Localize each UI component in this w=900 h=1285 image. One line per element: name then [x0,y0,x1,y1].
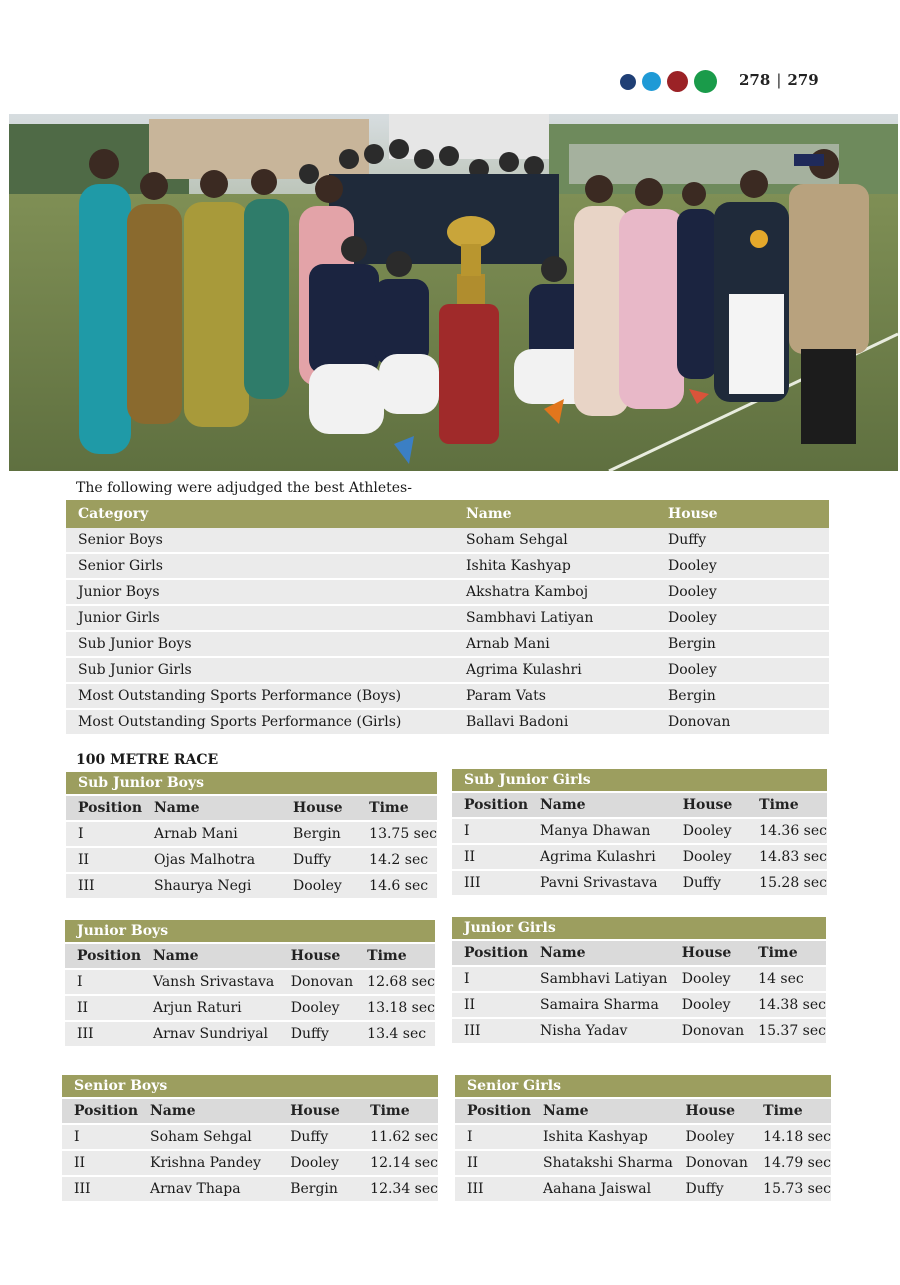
time-cell: 14.79 sec [751,1150,831,1176]
green-dot [694,70,717,93]
position-cell: III [452,1018,528,1044]
time-cell: 15.73 sec [751,1176,831,1202]
intro-text: The following were adjudged the best Athletes- [76,480,412,496]
header-position: Position [66,795,142,821]
time-cell: 14.2 sec [357,847,437,873]
time-cell: 14.83 sec [747,844,827,870]
name-cell: Arnav Sundriyal [141,1021,279,1047]
category-cell: Junior Girls [66,605,454,631]
header-house: House [281,795,357,821]
page-separator: | [776,71,782,89]
race-table-title: Sub Junior Boys [66,772,437,795]
race-table-title: Junior Boys [65,920,435,943]
header-position: Position [62,1098,138,1124]
table-row [452,966,826,992]
name-cell: Shaurya Negi [142,873,281,899]
position-cell: II [62,1150,138,1176]
position-cell: II [452,992,528,1018]
name-cell: Agrima Kulashri [454,657,656,683]
house-cell: Dooley [656,553,829,579]
house-cell: Dooley [281,873,357,899]
time-cell: 14.36 sec [747,818,827,844]
table-row [65,1021,435,1047]
table-row [66,657,829,683]
house-cell: Dooley [278,1150,358,1176]
header-house: House [278,1098,358,1124]
house-cell: Duffy [671,870,747,896]
time-cell: 14 sec [746,966,826,992]
sub-junior-girls-table [452,769,827,897]
name-cell: Sambhavi Latiyan [454,605,656,631]
junior-girls-table [452,917,826,1045]
header-time: Time [746,940,826,966]
house-cell: Bergin [656,683,829,709]
name-cell: Arnab Mani [454,631,656,657]
house-cell: Dooley [674,1124,752,1150]
house-cell: Duffy [656,528,829,553]
race-table-title-row [452,769,827,792]
position-cell: I [65,969,141,995]
house-cell: Dooley [670,966,746,992]
name-cell: Sambhavi Latiyan [528,966,670,992]
page-numbers [739,71,819,89]
time-cell: 14.6 sec [357,873,437,899]
table-row [455,1124,831,1150]
house-cell: Dooley [670,992,746,1018]
name-cell: Shatakshi Sharma [531,1150,674,1176]
time-cell: 13.4 sec [355,1021,435,1047]
house-cell: Bergin [278,1176,358,1202]
header-name: Name [138,1098,278,1124]
name-cell: Aahana Jaiswal [531,1176,674,1202]
category-cell: Most Outstanding Sports Performance (Girls) [66,709,454,735]
time-cell: 12.34 sec [358,1176,438,1202]
position-cell: III [452,870,528,896]
table-row [66,631,829,657]
red-dot [667,71,688,92]
position-cell: II [65,995,141,1021]
name-cell: Ishita Kashyap [454,553,656,579]
name-cell: Krishna Pandey [138,1150,278,1176]
header-position: Position [452,792,528,818]
position-cell: III [62,1176,138,1202]
time-cell: 12.14 sec [358,1150,438,1176]
decorative-dots [620,70,717,93]
time-cell: 14.18 sec [751,1124,831,1150]
position-cell: III [66,873,142,899]
name-cell: Nisha Yadav [528,1018,670,1044]
header-house: House [668,506,718,522]
header-position: Position [455,1098,531,1124]
table-row [62,1176,438,1202]
position-cell: III [65,1021,141,1047]
time-cell: 15.28 sec [747,870,827,896]
category-cell: Most Outstanding Sports Performance (Boys) [66,683,454,709]
senior-girls-table [455,1075,831,1203]
table-row [66,709,829,735]
sub-junior-boys-table [66,772,437,900]
house-cell: Dooley [279,995,355,1021]
header-position: Position [452,940,528,966]
position-cell: I [62,1124,138,1150]
category-cell: Senior Boys [66,528,454,553]
race-table-title: Junior Girls [452,917,826,940]
header-time: Time [358,1098,438,1124]
category-cell: Sub Junior Boys [66,631,454,657]
position-cell: III [455,1176,531,1202]
name-cell: Akshatra Kamboj [454,579,656,605]
table-row [66,847,437,873]
table-row [66,553,829,579]
position-cell: II [452,844,528,870]
race-header-row [452,792,827,818]
table-row [66,683,829,709]
name-cell: Ishita Kashyap [531,1124,674,1150]
table-row [455,1150,831,1176]
house-cell: Dooley [671,818,747,844]
name-cell: Arnab Mani [142,821,281,847]
race-header-row [452,940,826,966]
name-cell: Param Vats [454,683,656,709]
position-cell: I [452,818,528,844]
name-cell: Vansh Srivastava [141,969,279,995]
house-cell: Dooley [656,657,829,683]
navy-dot [620,74,636,90]
table-row [452,818,827,844]
name-cell: Manya Dhawan [528,818,671,844]
house-cell: Dooley [656,605,829,631]
race-table-title-row [66,772,437,795]
table-row [66,821,437,847]
race-table-title-row [62,1075,438,1098]
table-row [65,969,435,995]
name-cell: Soham Sehgal [454,528,656,553]
house-cell: Dooley [656,579,829,605]
header-time: Time [357,795,437,821]
header-name: Name [531,1098,674,1124]
header-time: Time [751,1098,831,1124]
table-row [452,844,827,870]
table-row [65,995,435,1021]
header-name: Name [466,506,512,522]
table-row [452,992,826,1018]
header-time: Time [355,943,435,969]
junior-boys-table [65,920,435,1048]
race-header-row [455,1098,831,1124]
category-cell: Senior Girls [66,553,454,579]
name-cell: Arjun Raturi [141,995,279,1021]
best-athletes-table [66,500,829,736]
house-cell: Bergin [656,631,829,657]
time-cell: 12.68 sec [355,969,435,995]
senior-boys-table [62,1075,438,1203]
race-table-title: Senior Boys [62,1075,438,1098]
name-cell: Soham Sehgal [138,1124,278,1150]
table-row [452,870,827,896]
header-house: House [674,1098,752,1124]
position-cell: II [66,847,142,873]
page-number-left: 278 [739,71,771,89]
team-photo-with-trophy [9,114,898,471]
house-cell: Duffy [674,1176,752,1202]
race-table-title-row [65,920,435,943]
house-cell: Dooley [671,844,747,870]
house-cell: Donovan [670,1018,746,1044]
header-house: House [671,792,747,818]
time-cell: 13.18 sec [355,995,435,1021]
position-cell: I [66,821,142,847]
house-cell: Donovan [279,969,355,995]
table-header-row [66,500,829,528]
blue-dot [642,72,661,91]
table-row [62,1150,438,1176]
race-header-row [66,795,437,821]
house-cell: Duffy [279,1021,355,1047]
header-name: Name [141,943,279,969]
header-house: House [279,943,355,969]
header-house: House [670,940,746,966]
header-position: Position [65,943,141,969]
race-section-title: 100 METRE RACE [76,752,219,768]
header-time: Time [747,792,827,818]
category-cell: Sub Junior Girls [66,657,454,683]
header-name: Name [528,792,671,818]
table-row [66,579,829,605]
position-cell: I [455,1124,531,1150]
race-table-title: Senior Girls [455,1075,831,1098]
position-cell: II [455,1150,531,1176]
category-cell: Junior Boys [66,579,454,605]
race-header-row [65,943,435,969]
table-row [62,1124,438,1150]
time-cell: 11.62 sec [358,1124,438,1150]
table-row [452,1018,826,1044]
name-cell: Agrima Kulashri [528,844,671,870]
house-cell: Bergin [281,821,357,847]
header-name: Name [528,940,670,966]
house-cell: Duffy [278,1124,358,1150]
name-cell: Pavni Srivastava [528,870,671,896]
house-cell: Donovan [656,709,829,735]
house-cell: Duffy [281,847,357,873]
header-category: Category [78,506,149,522]
name-cell: Samaira Sharma [528,992,670,1018]
page-number-right: 279 [787,71,819,89]
name-cell: Arnav Thapa [138,1176,278,1202]
race-header-row [62,1098,438,1124]
race-table-title: Sub Junior Girls [452,769,827,792]
table-row [66,873,437,899]
name-cell: Ojas Malhotra [142,847,281,873]
time-cell: 13.75 sec [357,821,437,847]
time-cell: 15.37 sec [746,1018,826,1044]
race-table-title-row [452,917,826,940]
name-cell: Ballavi Badoni [454,709,656,735]
house-cell: Donovan [674,1150,752,1176]
race-table-title-row [455,1075,831,1098]
table-row [66,528,829,553]
position-cell: I [452,966,528,992]
table-row [66,605,829,631]
time-cell: 14.38 sec [746,992,826,1018]
table-row [455,1176,831,1202]
header-name: Name [142,795,281,821]
